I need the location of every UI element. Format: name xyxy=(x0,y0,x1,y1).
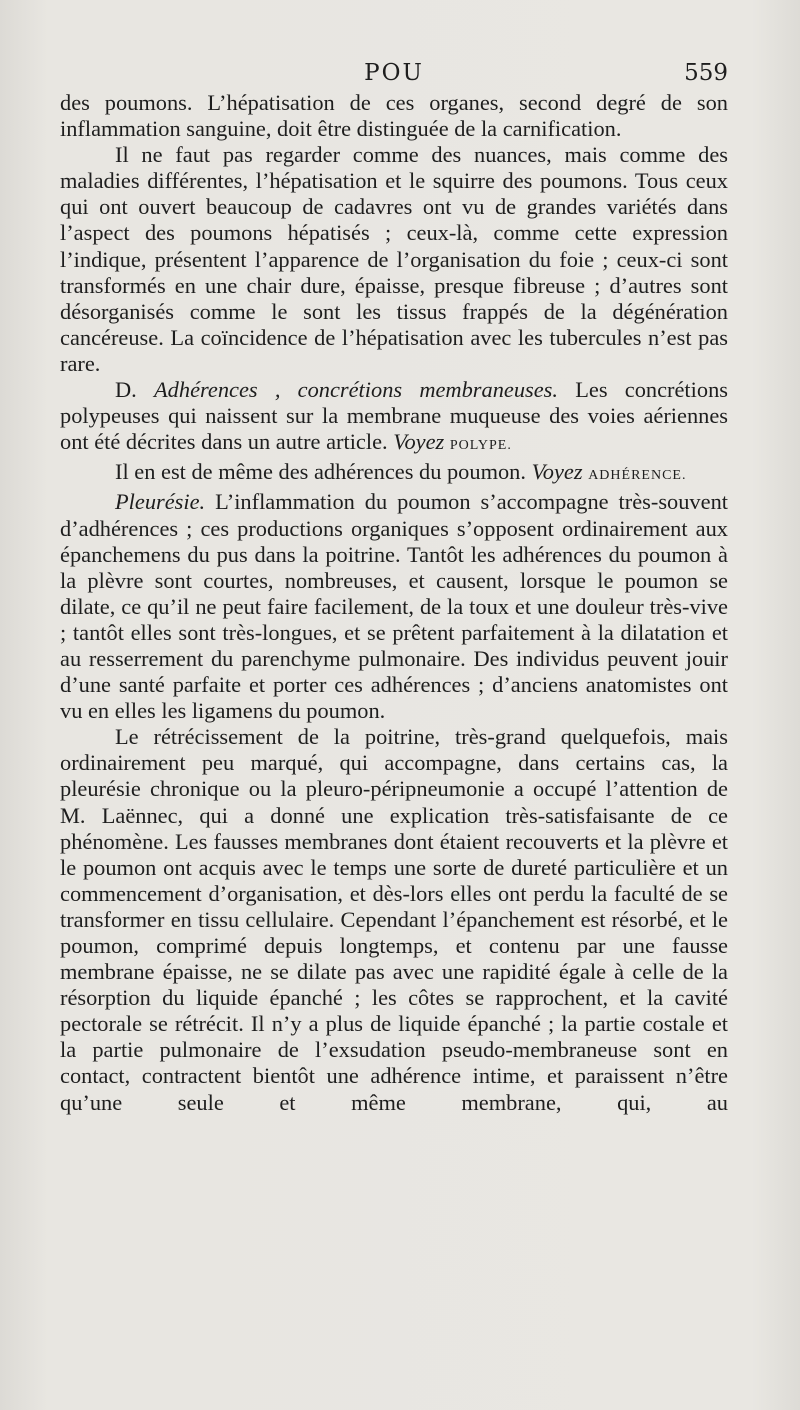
page-number: 559 xyxy=(684,60,728,86)
running-head: POU xyxy=(364,60,424,86)
paragraph-hepatisation: Il ne faut pas regarder comme des nuances, mais comme des maladies différentes, l’hépatisation et le squirre des poumons. Tous ceux qui ont ouvert beaucoup de cadavres ont vu de grandes variétés dans l’aspect des poumons hépatisés ; ceux-là, comme cette expression l’indique, présentent l’apparence de l’organisation du foie ; ceux-ci sont transformés en une chair dure, épaisse, presque fibreuse ; d’autres sont désorganisés comme le sont les tissus frappés de la dégénération cancéreuse. La coïncidence de l’hépatisation avec les tubercules n’est pas rare. xyxy=(60,142,728,376)
section-title-adherences: Adhérences , concrétions membraneuses. xyxy=(154,377,558,403)
section-letter: D. xyxy=(115,377,137,403)
paragraph-adherences-poumon xyxy=(60,459,728,489)
paragraph-adherences-body: Les concrétions polypeuses qui naissent sur la membrane muqueuse des voies aériennes ont été décrites dans un autre article. xyxy=(60,377,728,455)
paragraph-retrecissement: Le rétrécissement de la poitrine, très-grand quelquefois, mais ordinairement peu marqué, qui accompagne, dans certains cas, la pleurésie chronique ou la pleuro-péripneumonie a occupé l’attention de M. Laënnec, qui a donné une explication très-satisfaisante de ce phénomène. Les fausses membranes dont étaient recouverts et la plèvre et le poumon ont acquis avec le temps une sorte de dureté particulière et un commencement d’organisation, et dès-lors elles ont perdu la faculté de se transformer en tissu cellulaire. Cependant l’épanchement est résorbé, et le poumon, comprimé depuis longtemps, et contenu par une fausse membrane épaisse, ne se dilate pas avec une rapidité égale à celle de la résorption du liquide épanché ; les côtes se rapprochent, et la cavité pectorale se rétrécit. Il n’y a plus de liquide épanché ; la partie costale et la partie pulmonaire de l’exsudation pseudo-membraneuse sont en contact, contractent bientôt une adhérence intime, et paraissent n’être qu’une seule et même membrane, qui, au xyxy=(60,724,728,1115)
see-also-label: Voyez xyxy=(393,429,445,455)
see-also-label: Voyez xyxy=(531,459,583,485)
paragraph-adherences xyxy=(60,377,728,459)
paragraph-pleuresie xyxy=(60,489,728,724)
paragraph-pleuresie-body: L’inflammation du poumon s’accompagne très-souvent d’adhérences ; ces productions organiques s’opposent ordinairement aux épanchemens du pus dans la poitrine. Tantôt les adhérences du poumon à la plèvre sont courtes, nombreuses, et causent, lorsque le poumon se dilate, ce qu’il ne peut faire facilement, de la toux et une douleur très-vive ; tantôt elles sont très-longues, et se prêtent parfaitement à la dilatation et au resserrement du parenchyme pulmonaire. Des individus peuvent jouir d’une santé parfaite et porter ces adhérences ; d’anciens anatomistes ont vu en elles les ligamens du poumon. xyxy=(60,489,728,724)
cross-reference-adherence: ADHÉRENCE. xyxy=(588,468,687,484)
body-text xyxy=(60,90,728,1116)
paragraph-adherences-poumon-body: Il en est de même des adhérences du poumon. xyxy=(115,459,526,485)
paragraph-carnification: des poumons. L’hépatisation de ces organes, second degré de son inflammation sanguine, doit être distinguée de la carnification. xyxy=(60,90,728,142)
section-title-pleuresie: Pleurésie. xyxy=(115,489,206,515)
page-header xyxy=(60,60,728,94)
cross-reference-polype: POLYPE. xyxy=(449,438,512,454)
